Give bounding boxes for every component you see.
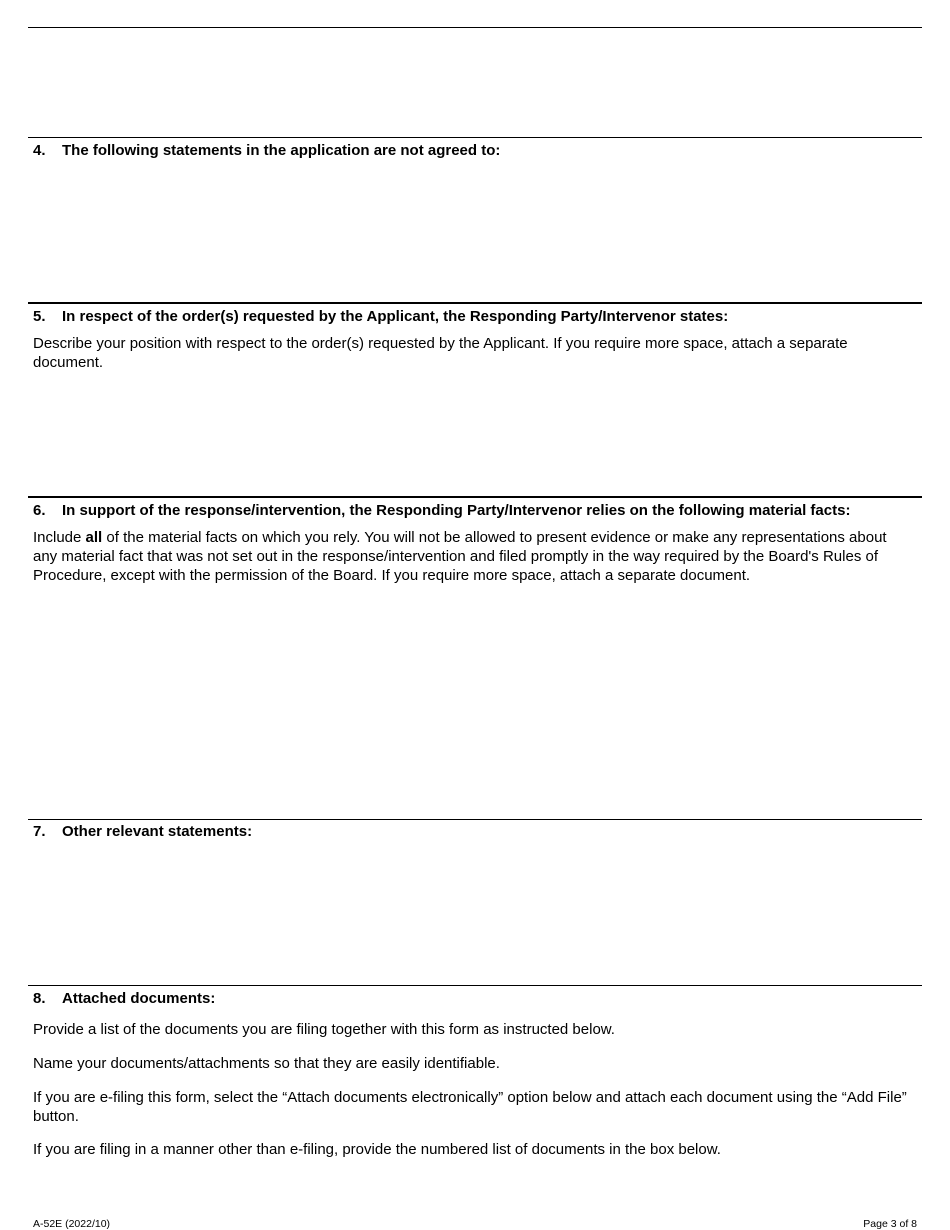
section-6-title: In support of the response/intervention, the Responding Party/Intervenor relies on the following material facts: [62,502,851,519]
form-code: A-52E (2022/10) [33,1218,111,1230]
section-6-description-bold: all [85,529,103,546]
section-5-divider [28,302,922,304]
section-4-number: 4. [33,142,46,159]
section-8-paragraph-1: Provide a list of the documents you are filing together with this form as instructed below. [33,1021,615,1038]
section-7-divider [28,819,922,820]
section-8-title: Attached documents: [62,990,216,1007]
section-7-title: Other relevant statements: [62,823,253,840]
section-4-divider [28,137,922,138]
section-8-number: 8. [33,990,46,1007]
section-8-divider [28,985,922,986]
section-8-paragraph-2: Name your documents/attachments so that they are easily identifiable. [33,1055,500,1072]
section-5-heading [33,308,728,326]
section-5-description: Describe your position with respect to the order(s) requested by the Applicant. If you require more space, attach a separate document. [33,335,848,371]
section-6-heading [33,502,850,520]
section-4-heading [33,142,500,160]
section-8-paragraph-3: If you are e-filing this form, select the “Attach documents electronically” option below and attach each document using the “Add File” button. [33,1089,907,1125]
section-4-title: The following statements in the application are not agreed to: [62,142,501,159]
section-5-title: In respect of the order(s) requested by the Applicant, the Responding Party/Intervenor states: [62,308,729,325]
top-divider [28,27,922,28]
section-6-divider [28,496,922,498]
section-8-heading [33,990,215,1008]
section-6-description [33,528,913,585]
page-number: Page 3 of 8 [863,1218,917,1230]
section-6-number: 6. [33,502,46,519]
section-7-number: 7. [33,823,46,840]
section-5-number: 5. [33,308,46,325]
section-6-description-rest: of the material facts on which you rely. You will not be allowed to present evidence or make any representations about any material fact that was not set out in the response/intervention and filed promptly in the way required by the Board's Rules of Procedure, except with the permission of the Board. If you require more space, attach a separate document. [33,529,887,584]
section-6-description-prefix: Include [33,529,86,546]
section-7-heading [33,823,252,841]
section-8-paragraph-4: If you are filing in a manner other than e-filing, provide the numbered list of documents in the box below. [33,1141,721,1158]
